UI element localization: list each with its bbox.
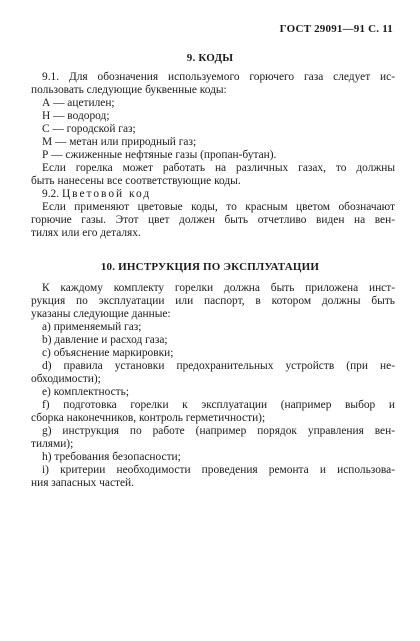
paragraph-line: пользовать следующие буквенные коды: [31, 84, 227, 96]
list-item-continuation: обходимости); [31, 373, 101, 385]
list-item: e) комплектность; [42, 386, 130, 398]
code-item: С — городской газ; [42, 123, 136, 135]
paragraph-line: быть нанесены все соответствующие коды. [31, 175, 241, 187]
paragraph-line: указаны следующие данные: [31, 308, 171, 320]
list-item-continuation: тилями); [31, 438, 74, 450]
paragraph-line: горючие газы. Этот цвет должен быть отчетливо виден на вен- [31, 214, 395, 226]
list-item: h) требования безопасности; [42, 451, 181, 463]
list-item-continuation: сборка наконечников, контроль герметичности); [31, 412, 266, 424]
code-item: М — метан или природный газ; [42, 136, 197, 148]
paragraph-line: тилях или его деталях. [31, 227, 141, 239]
code-item: А — ацетилен; [42, 97, 115, 109]
code-item: Н — водород; [42, 110, 110, 122]
list-item: b) давление и расход газа; [42, 334, 168, 346]
list-item: i) критерии необходимости проведения ремонта и использова- [42, 464, 395, 476]
list-item: g) инструкция по работе (например порядок управления вен- [42, 425, 395, 437]
page-header: ГОСТ 29091—91 С. 11 [279, 23, 393, 35]
list-item: d) правила установки предохранительных устройств (при не- [42, 360, 395, 372]
paragraph-line: Если применяют цветовые коды, то красным цветом обозначают [42, 201, 395, 213]
section-10-title: 10. ИНСТРУКЦИЯ ПО ЭКСПЛУАТАЦИИ [100, 261, 320, 273]
subsection-heading [42, 188, 395, 201]
list-item-continuation: ния запасных частей. [31, 477, 134, 489]
paragraph-line: 9.1. Для обозначения используемого горючего газа следует ис- [42, 71, 395, 83]
list-item: f) подготовка горелки к эксплуатации (например выбор и [42, 399, 395, 411]
paragraph-line: рукция по эксплуатации или паспорт, в котором должны быть [31, 295, 395, 307]
subsection-title: Цветовой код [61, 188, 152, 200]
paragraph-line: Если горелка может работать на различных газах, то должны [42, 162, 395, 174]
list-item: a) применяемый газ; [42, 321, 142, 333]
section-9-title: 9. КОДЫ [186, 52, 234, 64]
subsection-number: 9.2. [42, 188, 62, 200]
code-item: Р — сжиженные нефтяные газы (пропан-бутан). [42, 149, 277, 161]
list-item: c) объяснение маркировки; [42, 347, 174, 359]
paragraph-line: К каждому комплекту горелки должна быть приложена инст- [42, 282, 395, 294]
